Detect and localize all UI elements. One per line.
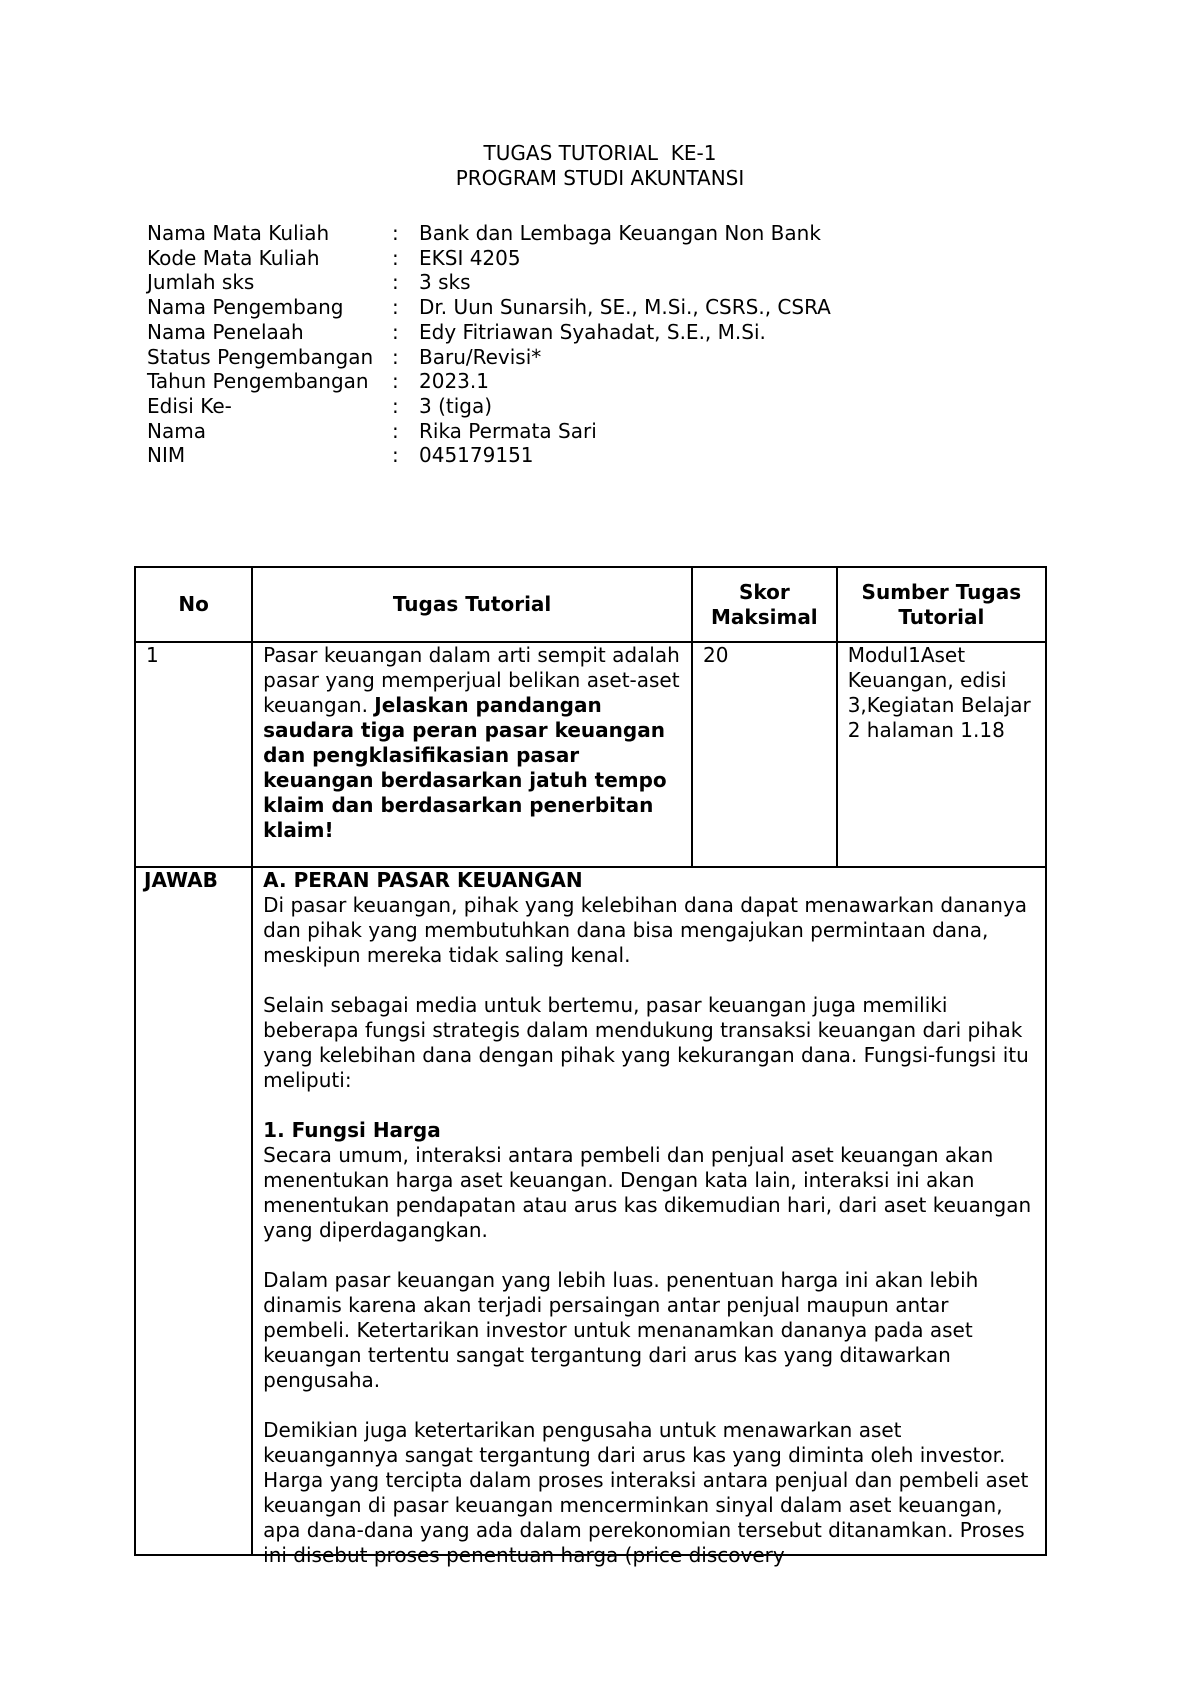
info-colon: :: [392, 369, 399, 394]
info-colon: :: [392, 443, 399, 468]
info-value: 3 sks: [419, 270, 471, 295]
info-value: Edy Fitriawan Syahadat, S.E., M.Si.: [419, 319, 766, 344]
info-label: Kode Mata Kuliah: [147, 245, 320, 270]
info-value: Baru/Revisi*: [419, 344, 542, 369]
answer-section-title: A. PERAN PASAR KEUANGAN: [263, 868, 583, 892]
paragraph-gap: [263, 968, 1035, 993]
course-info: [147, 221, 831, 468]
info-label: Nama Penelaah: [147, 319, 304, 344]
info-colon: :: [392, 245, 399, 270]
info-label: Nama: [147, 418, 206, 443]
answer-paragraph: Di pasar keuangan, pihak yang kelebihan dana dapat menawarkan dananya dan pihak yang membutuhkan dana bisa mengajukan permintaan dana, meskipun mereka tidak saling kenal.: [263, 893, 1028, 967]
info-label: Jumlah sks: [147, 270, 255, 295]
info-value: 045179151: [419, 443, 534, 468]
info-row: [147, 443, 831, 468]
header-sumber: Sumber Tugas Tutorial: [837, 567, 1046, 642]
info-value: 2023.1: [419, 369, 489, 394]
answer-paragraph: Dalam pasar keuangan yang lebih luas. penentuan harga ini akan lebih dinamis karena akan terjadi persaingan antar penjual maupun antar pembeli. Ketertarikan investor untuk menanamkan dananya pada aset keuangan tertentu sangat tergantung dari arus kas yang ditawarkan pengusaha.: [263, 1268, 979, 1392]
info-label: NIM: [147, 443, 186, 468]
document-title: [0, 141, 1200, 191]
info-row: [147, 270, 831, 295]
task-text: [252, 642, 692, 867]
answer-paragraph: Secara umum, interaksi antara pembeli dan penjual aset keuangan akan menentukan harga aset keuangan. Dengan kata lain, interaksi ini akan menentukan pendapatan atau arus kas dikemudian hari, dari aset keuangan yang diperdagangkan.: [263, 1143, 1032, 1242]
info-row: [147, 394, 831, 419]
info-colon: :: [392, 344, 399, 369]
info-label: Nama Pengembang: [147, 295, 344, 320]
info-label: Status Pengembangan: [147, 344, 374, 369]
info-label: Edisi Ke-: [147, 393, 232, 418]
info-value: Rika Permata Sari: [419, 418, 597, 443]
info-row: [147, 419, 831, 444]
info-colon: :: [392, 393, 399, 418]
answer-body: [263, 868, 1035, 1567]
answer-row: [135, 867, 1046, 1555]
task-no: 1: [135, 642, 252, 867]
task-skor: 20: [692, 642, 837, 867]
info-row: [147, 320, 831, 345]
info-row: [147, 221, 831, 246]
info-row: [147, 369, 831, 394]
info-row: [147, 345, 831, 370]
header-skor: Skor Maksimal: [692, 567, 837, 642]
answer-subsection-title: 1. Fungsi Harga: [263, 1118, 441, 1142]
answer-label: JAWAB: [135, 867, 252, 1555]
paragraph-gap: [263, 1243, 1035, 1268]
task-sumber: Modul1Aset Keuangan, edisi 3,Kegiatan Belajar 2 halaman 1.18: [837, 642, 1046, 867]
info-value: Bank dan Lembaga Keuangan Non Bank: [419, 221, 821, 245]
answer-paragraph: Demikian juga ketertarikan pengusaha untuk menawarkan aset keuangannya sangat tergantung dari arus kas yang diminta oleh investor. Harga yang tercipta dalam proses interaksi antara penjual dan pembeli aset keuangan di pasar keuangan mencerminkan sinyal dalam aset keuangan, apa dana-dana yang ada dalam perekonomian tersebut ditanamkan. Proses ini disebut proses penentuan harga (price discovery: [263, 1418, 1029, 1567]
title-line-1: TUGAS TUTORIAL KE-1: [483, 141, 717, 165]
info-colon: :: [392, 319, 399, 344]
info-value: 3 (tiga): [419, 393, 493, 418]
answer-paragraph: Selain sebagai media untuk bertemu, pasar keuangan juga memiliki beberapa fungsi strategis dalam mendukung transaksi keuangan dari pihak yang kelebihan dana dengan pihak yang kekurangan dana. Fungsi-fungsi itu meliputi:: [263, 993, 1029, 1092]
table-header-row: [135, 567, 1046, 642]
info-colon: :: [392, 270, 399, 295]
info-value: EKSI 4205: [419, 245, 521, 270]
info-colon: :: [392, 295, 399, 320]
info-colon: :: [392, 221, 399, 245]
title-line-2: PROGRAM STUDI AKUNTANSI: [455, 166, 745, 190]
paragraph-gap: [263, 1393, 1035, 1418]
info-colon: :: [392, 418, 399, 443]
info-row: [147, 246, 831, 271]
task-text-normal: Pasar keuangan dalam arti sempit adalah pasar yang memperjual belikan aset-aset keuangan.: [263, 643, 680, 717]
info-label: Tahun Pengembangan: [147, 369, 369, 394]
header-no: No: [135, 567, 252, 642]
task-row: [135, 642, 1046, 867]
answer-cell: [252, 867, 1046, 1567]
tutorial-table: [134, 566, 1047, 1567]
paragraph-gap: [263, 1093, 1035, 1118]
header-tugas: Tugas Tutorial: [252, 567, 692, 642]
info-row: [147, 295, 831, 320]
task-text-bold: Jelaskan pandangan saudara tiga peran pasar keuangan dan pengklasifikasian pasar keuangan berdasarkan jatuh tempo klaim dan berdasarkan penerbitan klaim!: [263, 693, 667, 842]
info-value: Dr. Uun Sunarsih, SE., M.Si., CSRS., CSRA: [419, 295, 831, 320]
info-label: Nama Mata Kuliah: [147, 221, 330, 245]
